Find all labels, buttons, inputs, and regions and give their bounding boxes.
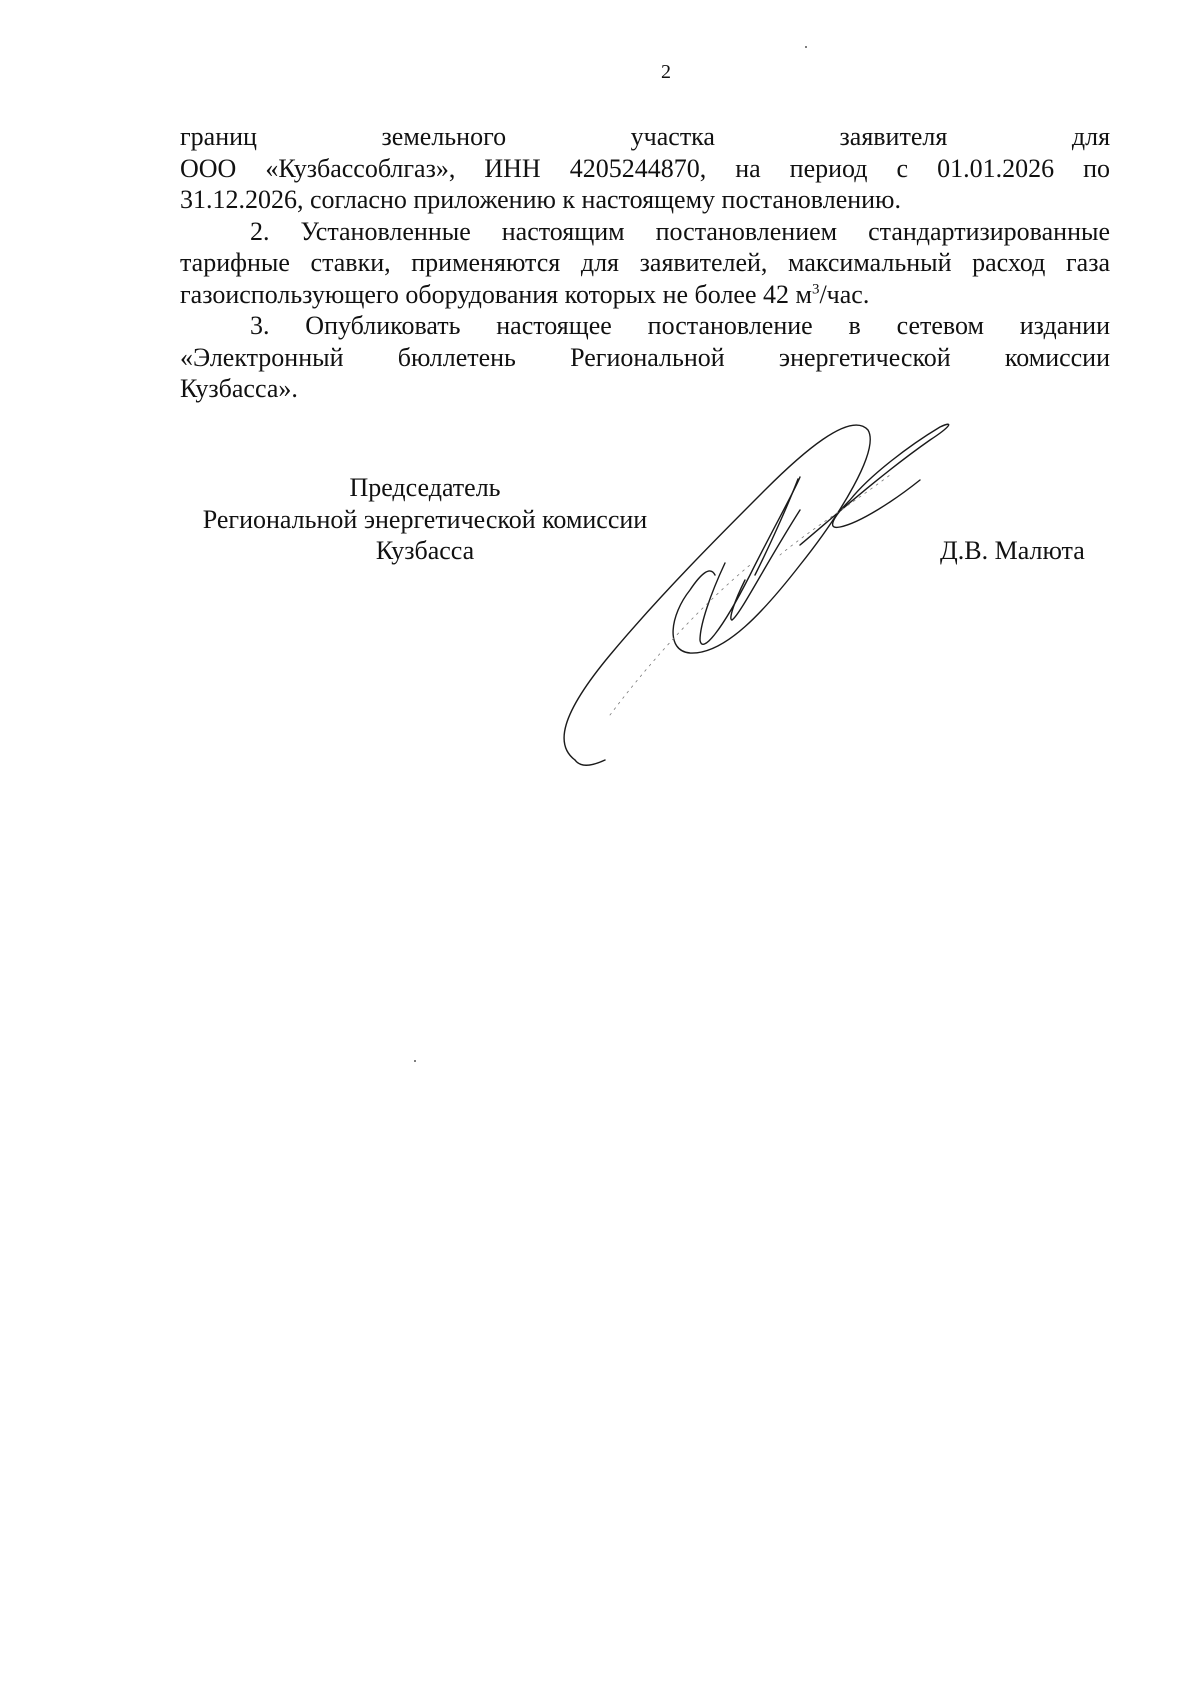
document-body [180, 121, 1110, 405]
paragraph-3-line-3: Кузбасса». [180, 374, 298, 403]
position-organization: Региональной энергетической комиссии [202, 504, 648, 534]
scan-speck [805, 46, 807, 48]
handwritten-signature [550, 415, 1000, 780]
paragraph-3-line-2: «Электронный бюллетень Региональной энергетической комиссии [180, 342, 1111, 372]
superscript-3: 3 [811, 280, 820, 297]
paragraph-1-line-2: ООО «Кузбассоблгаз», ИНН 4205244870, на период с 01.01.2026 по [180, 153, 1110, 183]
page-number: 2 [661, 61, 671, 83]
paragraph-3 [180, 310, 1110, 405]
paragraph-1-line-1: границ земельного участка заявителя для [180, 122, 1111, 151]
position-title: Председатель [349, 473, 501, 502]
paragraph-1-line-3: 31.12.2026, согласно приложению к настоящему постановлению. [180, 185, 901, 214]
position-region: Кузбасса [375, 536, 475, 565]
signatory-name: Д.В. Малюта [940, 536, 1085, 565]
scan-speck [414, 1060, 416, 1062]
paragraph-3-line-1: 3. Опубликовать настоящее постановление в сетевом издании [250, 311, 1110, 340]
paragraph-2 [180, 216, 1110, 311]
paragraph-2-line-1: 2. Установленные настоящим постановлением стандартизированные [250, 216, 1110, 246]
paragraph-2-line-2: тарифные ставки, применяются для заявителей, максимальный расход газа [180, 248, 1110, 277]
paragraph-2-line-3: газоиспользующего оборудования которых не более 42 $м^3$/час. [180, 279, 870, 309]
paragraph-1 [180, 121, 1110, 216]
